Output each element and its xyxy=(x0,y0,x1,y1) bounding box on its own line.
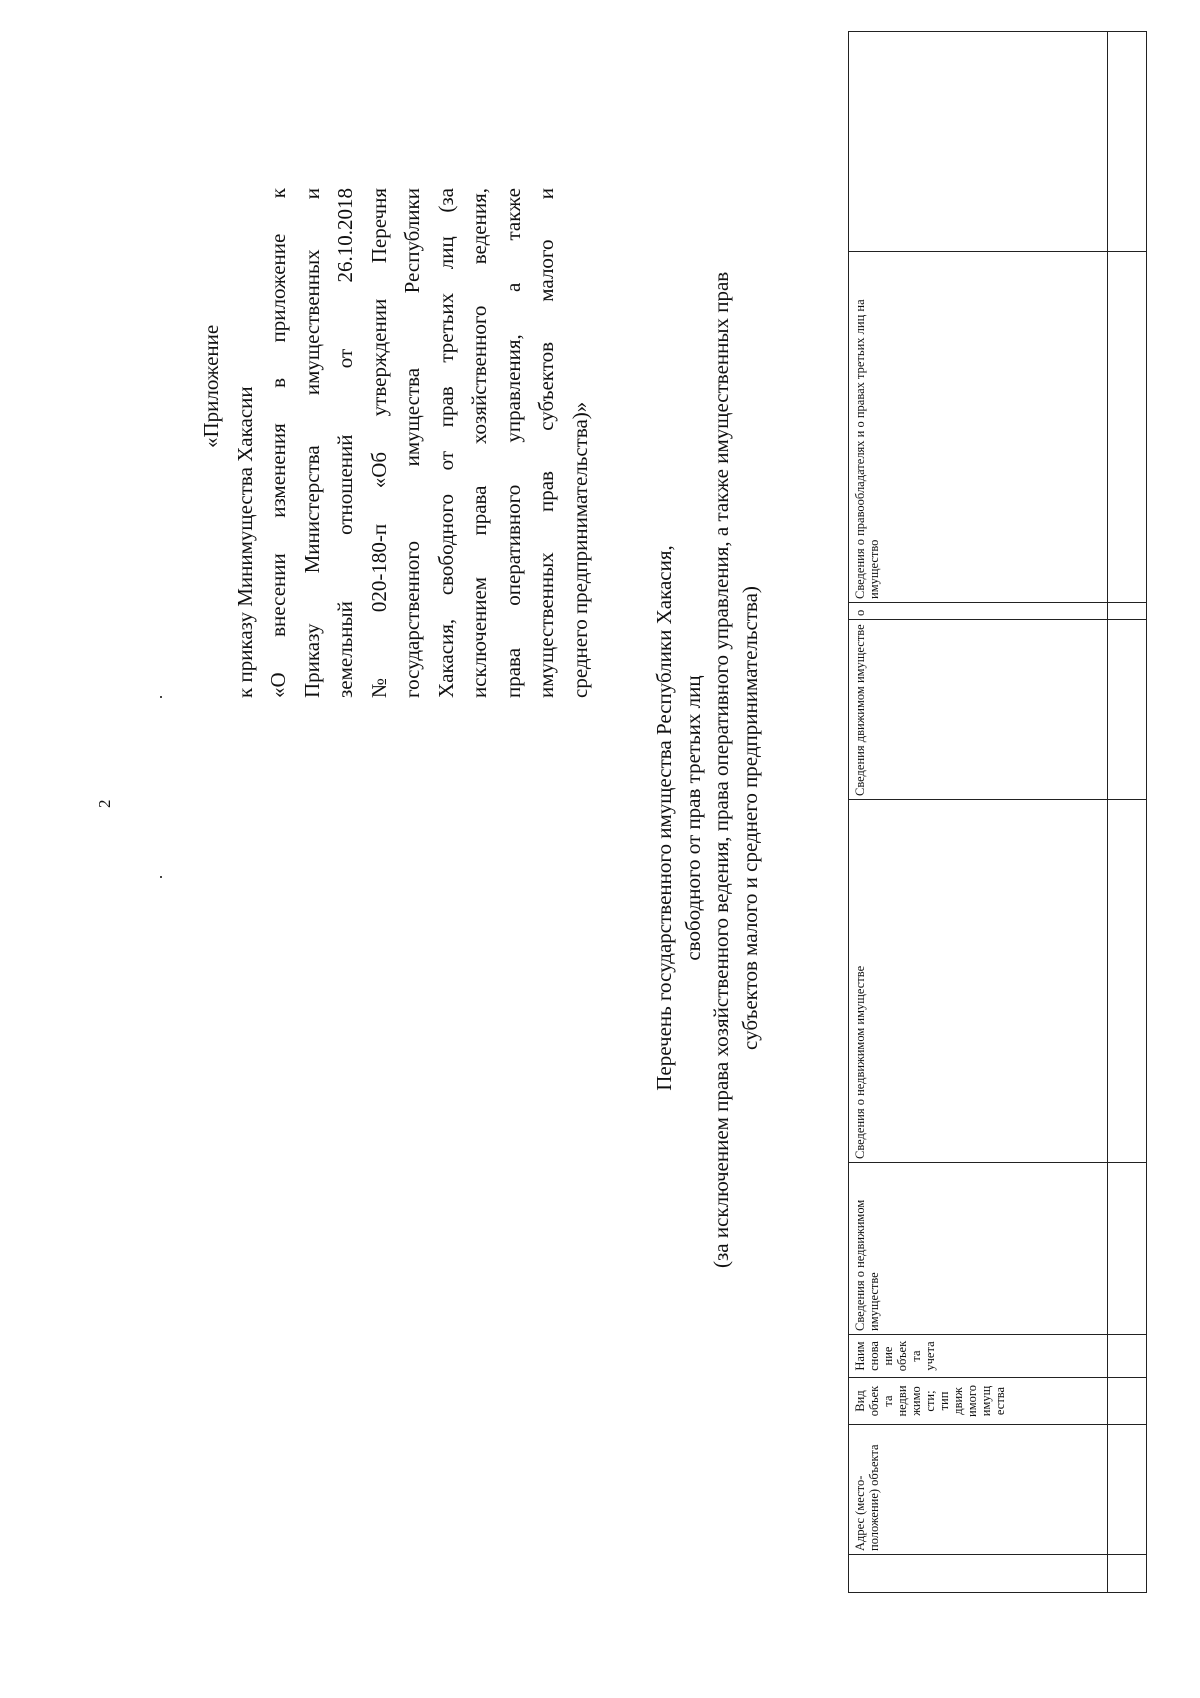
title-line: субъектов малого и среднего предпринимательства) xyxy=(737,586,762,1050)
appendix-line: земельный отношений от 26.10.2018 xyxy=(333,188,357,698)
appendix-heading: «Приложение xyxy=(199,324,223,448)
page-number: 2 xyxy=(95,799,114,808)
title-line: (за исключением права хозяйственного ведения, права оперативного управления, а также имущественных прав xyxy=(709,271,733,1268)
table-header-row xyxy=(849,32,1108,1593)
table-header-cell-rights: Сведения о правообладателях и о правах третьих лиц на имущество xyxy=(849,252,1108,603)
title-line: Перечень государственного имущества Республики Хакасия, xyxy=(652,545,676,1091)
table-row xyxy=(1108,32,1147,1593)
table-cell xyxy=(1108,32,1147,252)
appendix-line: «О внесении изменения в приложение к xyxy=(266,188,290,698)
appendix-line: № 020-180-п «Об утверждении Перечня xyxy=(366,188,391,698)
table-cell xyxy=(1108,1163,1147,1335)
appendix-line: Хакасия, свободного от прав третьих лиц (за xyxy=(433,188,458,698)
table-header-cell-number xyxy=(849,1555,1108,1593)
table-header-cell-movable: Сведения движимом имуществе xyxy=(849,620,1108,800)
table-header-cell-immovable: Сведения о недвижимом имуществе xyxy=(849,800,1108,1163)
appendix-line: исключением права хозяйственного ведения, xyxy=(467,188,491,698)
rotated-page-content xyxy=(0,18,1200,1698)
table-header-cell-empty xyxy=(849,32,1108,252)
table-header-cell-movable-o: о xyxy=(849,603,1108,620)
appendix-line: Приказу Министерства имущественных и xyxy=(299,188,324,698)
appendix-line: к приказу Минимущества Хакасии xyxy=(232,386,257,698)
table-header-cell-immovable-short: Сведения о недвижимом имуществе xyxy=(849,1163,1108,1335)
scan-speck xyxy=(160,696,162,698)
table-cell xyxy=(1108,1335,1147,1378)
scan-speck xyxy=(160,876,162,878)
appendix-line: государственного имущества Республики xyxy=(400,188,424,698)
document-title xyxy=(650,271,764,1268)
table-cell xyxy=(1108,1425,1147,1555)
title-line: свободного от прав третьих лиц xyxy=(680,675,705,961)
table-cell xyxy=(1108,1378,1147,1425)
table-header-cell-object-name: Наим снова ние объек та учета xyxy=(849,1335,1108,1378)
appendix-block xyxy=(195,188,597,698)
table-cell xyxy=(1108,252,1147,603)
table-cell xyxy=(1108,1555,1147,1593)
table-header-cell-object-type: Вид объек та недви жимо сти; тип движ имого имущ ества xyxy=(849,1378,1108,1425)
appendix-line: среднего предпринимательства)» xyxy=(567,401,592,698)
appendix-line: имущественных прав субъектов малого и xyxy=(534,188,558,698)
table-cell xyxy=(1108,800,1147,1163)
appendix-line: права оперативного управления, а также xyxy=(500,188,525,698)
table-header-cell-address: Адрес (место-положение) объекта xyxy=(849,1425,1108,1555)
table-cell xyxy=(1108,603,1147,620)
table-cell xyxy=(1108,620,1147,800)
property-table xyxy=(848,32,1132,1593)
